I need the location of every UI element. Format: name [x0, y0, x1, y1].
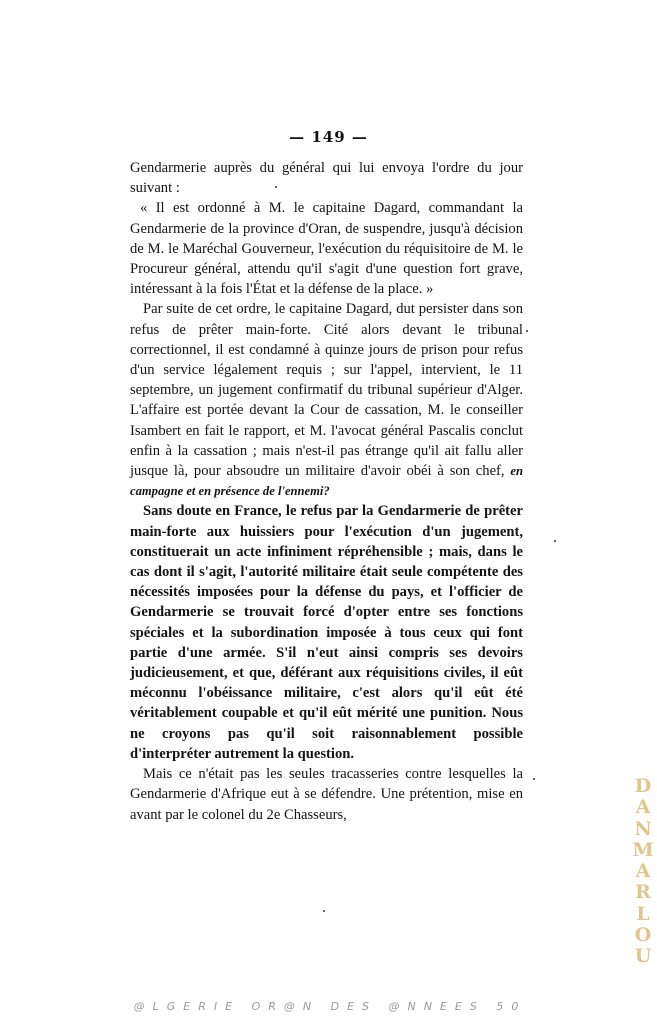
paragraph-text: Sans doute en France, le refus par la Gendarmerie de prêter main-forte aux huissiers pour l'exécution d'un jugement, constituerait un acte infiniment répréhensible ; mais, dans le cas dont il s'agit, l'autorité militaire était seule compétente des nécessités imposées pour la défense du pays, et l'officier de Gendarmerie se trouvait forcé d'opter entre ses fonctions spéciales et la subordination imposée à tous ceux qui font partie d'une armée. S'il n'eut ainsi compris ses devoirs judicieusement, et que, déférant aux réquisitions civiles, il eût méconnu l'obéissance militaire, c'est alors qu'il eût été véritablement coupable et qu'il eût mérité une punition. Nous ne croyons pas qu'il soit raisonnablement possible d'interpréter autrement la question. — [130, 503, 523, 762]
footer-watermark: @LGERIE OR@N DES @NNEES 50 — [133, 1000, 527, 1013]
paragraph-text: « Il est ordonné à M. le capitaine Dagard, commandant la Gendarmerie de la province d'Oran, de suspendre, jusqu'à décision de M. le Maréchal Gouverneur, l'exécution du réquisitoire de M. le Procureur général, attendu qu'il s'agit d'une question fort grave, intéressant à la fois l'État et la défense de la place. » — [130, 200, 523, 298]
watermark-letter: L — [636, 902, 650, 925]
paragraph — [130, 198, 523, 299]
ink-speck — [533, 778, 535, 780]
paragraph — [130, 764, 523, 825]
paragraph — [130, 299, 523, 501]
ink-speck — [554, 540, 556, 542]
emphasis-text: en campagne et en présence de l'ennemi? — [130, 464, 523, 499]
watermark-letter: R — [635, 881, 651, 904]
watermark-letter: O — [634, 924, 652, 947]
paragraph-text: Mais ce n'était pas les seules tracasseries contre lesquelles la Gendarmerie d'Afrique eut à se défendre. Une prétention, mise en avant par le colonel du 2e Chasseurs, — [130, 766, 523, 823]
watermark-vertical — [630, 776, 656, 968]
paragraph — [130, 501, 523, 764]
ink-speck — [275, 186, 277, 188]
ink-speck — [323, 910, 325, 912]
paragraph-text: Gendarmerie auprès du général qui lui envoya l'ordre du jour suivant : — [130, 160, 523, 197]
watermark-letter: A — [635, 796, 651, 819]
watermark-letter: U — [634, 945, 652, 968]
body-text — [130, 158, 523, 825]
page-number: — 149 — — [289, 128, 368, 146]
watermark-letter: A — [635, 860, 651, 883]
ink-speck — [526, 330, 528, 332]
watermark-letter: D — [634, 775, 652, 797]
paragraph — [130, 158, 523, 198]
paragraph-text: Par suite de cet ordre, le capitaine Dagard, dut persister dans son refus de prêter main-forte. Cité alors devant le tribunal correctionnel, il est condamné à quinze jours de prison pour refus d'un service légalement requis ; sur l'appel, intervient, le 11 septembre, un jugement confirmatif du tribunal supérieur d'Alger. L'affaire est portée devant la Cour de cassation, M. le conseiller Isambert en fait le rapport, et M. l'avocat général Pascalis conclut enfin à la cassation ; mais n'est-il pas étrange qu'il ait fallu aller jusque là, pour absoudre un militaire d'avoir obéi à son chef, — [130, 301, 523, 480]
watermark-letter: N — [634, 817, 652, 840]
watermark-letter: M — [632, 838, 654, 861]
